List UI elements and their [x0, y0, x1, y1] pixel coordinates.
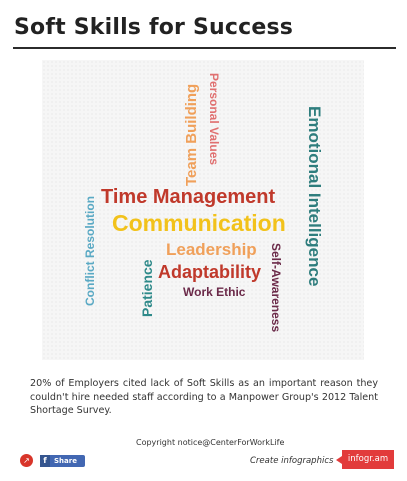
facebook-icon: f: [40, 455, 50, 467]
share-icon[interactable]: ↗: [20, 454, 33, 467]
word-time-management: Time Management: [101, 186, 276, 208]
word-communication: Communication: [112, 210, 286, 236]
word-personal-values: Personal Values: [207, 73, 221, 166]
brand-logo[interactable]: infogr.am: [342, 450, 394, 469]
word-cloud: [42, 60, 364, 360]
facebook-share-button[interactable]: [40, 455, 85, 467]
share-label: Share: [54, 457, 77, 465]
create-infographics-link[interactable]: Create infographics: [250, 456, 334, 466]
page-title: Soft Skills for Success: [14, 15, 294, 40]
description-text: 20% of Employers cited lack of Soft Skills as an important reason they couldn't hire needed staff according to a Manpower Group's 2012 Talent Shortage Survey.: [30, 378, 378, 416]
word-leadership: Leadership: [166, 240, 257, 259]
word-adaptability: Adaptability: [158, 262, 262, 282]
word-conflict-resolution: Conflict Resolution: [83, 196, 97, 306]
title-divider: [13, 47, 396, 49]
word-patience: Patience: [139, 259, 155, 317]
word-emotional-intelligence: Emotional Intelligence: [305, 106, 324, 287]
copyright-notice: Copyright notice@CenterForWorkLife: [136, 438, 285, 447]
word-self-awareness: Self-Awareness: [269, 243, 283, 333]
word-team-building: Team Building: [183, 83, 200, 186]
word-work-ethic: Work Ethic: [183, 285, 246, 299]
